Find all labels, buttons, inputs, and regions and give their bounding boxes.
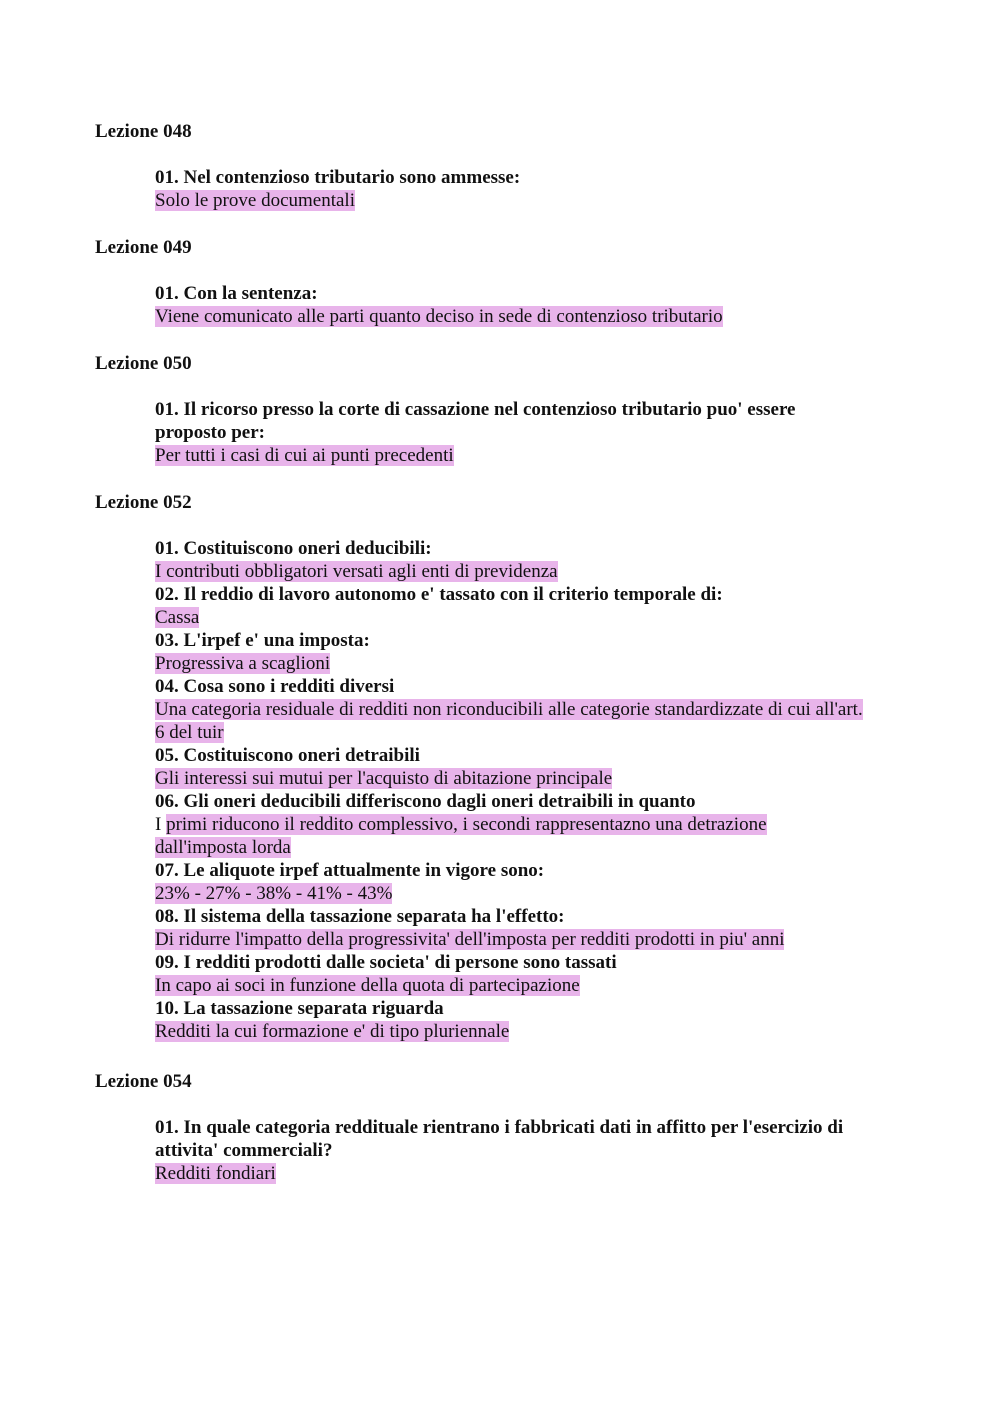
question-text: 03. L'irpef e' una imposta: — [155, 630, 370, 651]
answer-text: Di ridurre l'impatto della progressivita' dell'imposta per redditi prodotti in piu' anni — [155, 929, 785, 950]
answer-text: Per tutti i casi di cui ai punti precedenti — [155, 445, 454, 466]
answer-prefix: I — [155, 814, 167, 835]
lesson-heading: Lezione 052 — [95, 492, 192, 513]
answer-text: Cassa — [155, 607, 200, 628]
question-text: 07. Le aliquote irpef attualmente in vigore sono: — [155, 860, 545, 881]
answer-text: In capo ai soci in funzione della quota di partecipazione — [155, 975, 580, 996]
qa-list — [155, 537, 865, 1043]
lesson-heading: Lezione 049 — [95, 237, 192, 258]
question-text: 08. Il sistema della tassazione separata ha l'effetto: — [155, 906, 565, 927]
answer-text: primi riducono il reddito complessivo, i secondi rappresentazno una detrazione dall'imposta lorda — [155, 814, 767, 858]
answer-text: Viene comunicato alle parti quanto deciso in sede di contenzioso tributario — [155, 306, 723, 327]
question-text: 04. Cosa sono i redditi diversi — [155, 676, 395, 697]
answer-text: Redditi la cui formazione e' di tipo pluriennale — [155, 1021, 510, 1042]
answer-text: Solo le prove documentali — [155, 190, 355, 211]
question-text: 05. Costituiscono oneri detraibili — [155, 745, 420, 766]
lesson-heading: Lezione 050 — [95, 353, 192, 374]
question-text: 01. Con la sentenza: — [155, 283, 318, 304]
question-text: 10. La tassazione separata riguarda — [155, 998, 444, 1019]
answer-text: Progressiva a scaglioni — [155, 653, 331, 674]
answer-text: Redditi fondiari — [155, 1163, 276, 1184]
question-text: 02. Il reddio di lavoro autonomo e' tassato con il criterio temporale di: — [155, 584, 723, 605]
lesson-heading: Lezione 054 — [95, 1071, 192, 1092]
question-text: 01. Nel contenzioso tributario sono ammesse: — [155, 167, 521, 188]
question-text: 01. In quale categoria reddituale rientrano i fabbricati dati in affitto per l'esercizio di attivita' commerciali? — [155, 1117, 844, 1161]
answer-text: I contributi obbligatori versati agli enti di previdenza — [155, 561, 558, 582]
lesson-heading: Lezione 048 — [95, 121, 192, 142]
qa-item — [155, 1116, 900, 1185]
answer-text: 23% - 27% - 38% - 41% - 43% — [155, 883, 393, 904]
qa-item — [155, 398, 855, 467]
question-text: 01. Costituiscono oneri deducibili: — [155, 538, 432, 559]
answer-text: Gli interessi sui mutui per l'acquisto di abitazione principale — [155, 768, 613, 789]
question-text: 01. Il ricorso presso la corte di cassazione nel contenzioso tributario puo' essere proposto per: — [155, 399, 796, 443]
qa-item — [155, 166, 905, 212]
question-text: 09. I redditi prodotti dalle societa' di persone sono tassati — [155, 952, 617, 973]
question-text: 06. Gli oneri deducibili differiscono dagli oneri detraibili in quanto — [155, 791, 696, 812]
qa-item — [155, 282, 905, 328]
answer-text: Una categoria residuale di redditi non riconducibili alle categorie standardizzate di cui all'art. 6 del tuir — [155, 699, 863, 743]
